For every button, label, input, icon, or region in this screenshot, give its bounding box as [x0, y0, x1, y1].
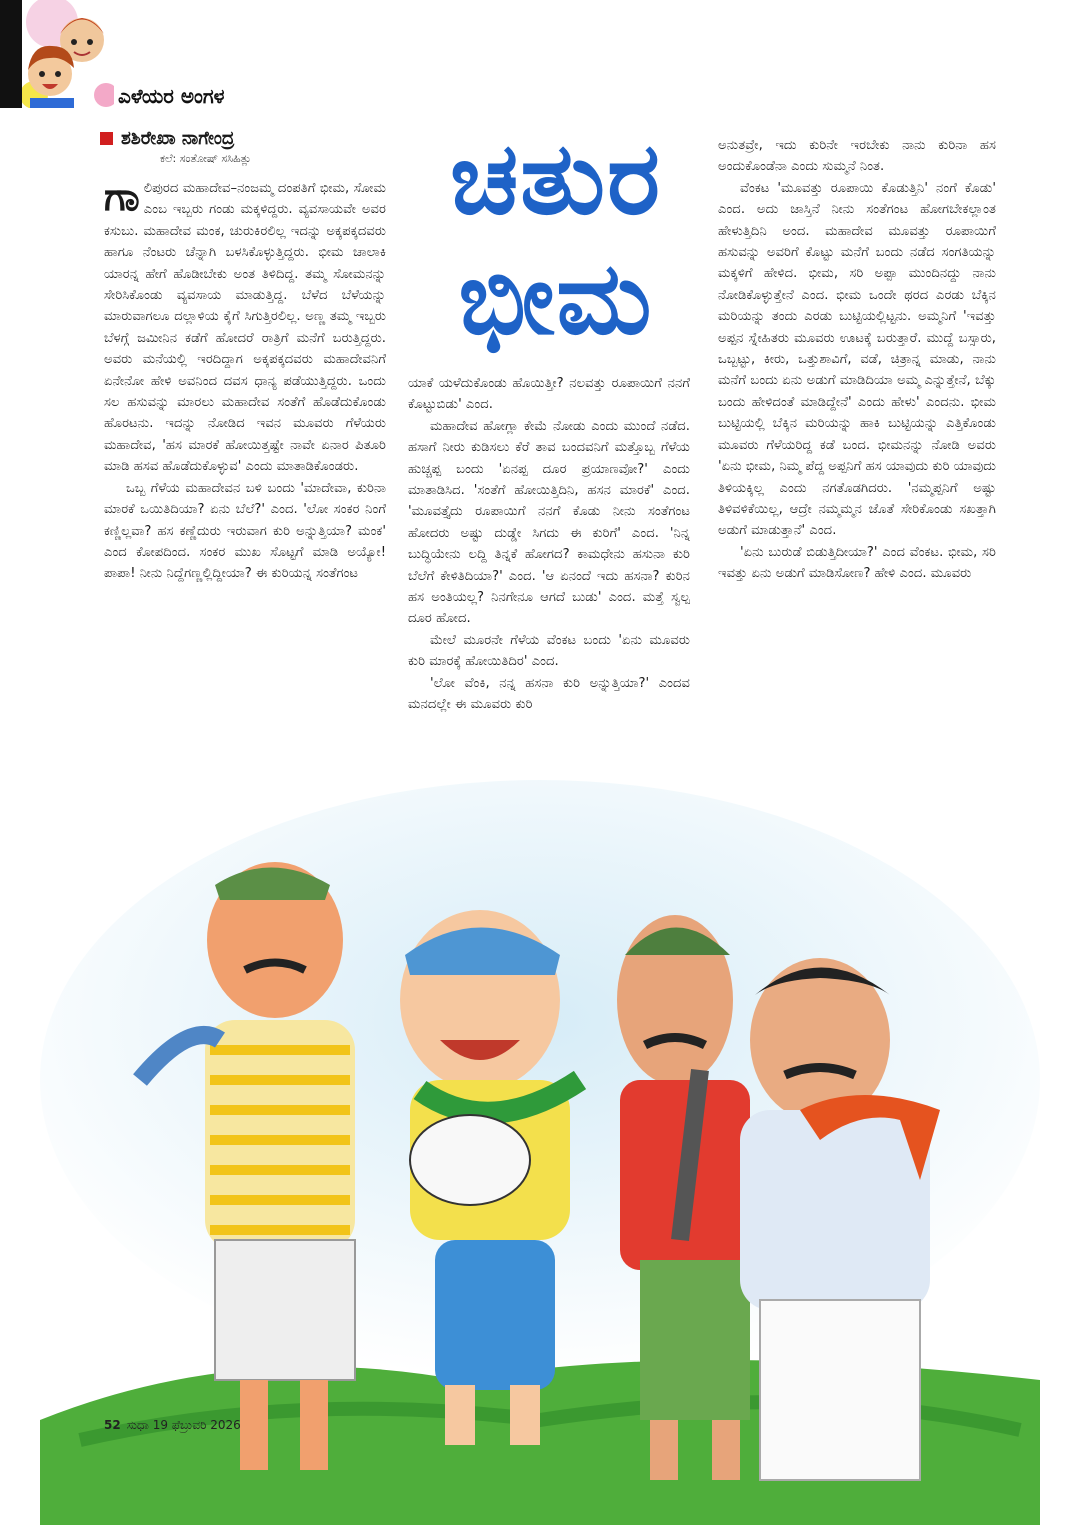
headline-line-1: ಚತುರ	[450, 119, 662, 237]
paragraph: ಯಾಕೆ ಯಳೆದುಕೊಂಡು ಹೊಯಿತ್ತೀ? ನಲವತ್ತು ರೂಪಾಯಿಗೆ ನನಗೆ ಕೊಟ್ಟುಬಿಡು' ಎಂದ.	[408, 376, 690, 413]
page-number: 52	[104, 1418, 121, 1432]
story-illustration	[40, 780, 1040, 1525]
paragraph: 'ಏನು ಬುರುಡೆ ಬಿಡುತ್ತಿದೀಯಾ?' ಎಂದ ವೆಂಕಟ. ಭೀಮ, ಸರಿ ಇವತ್ತು ಏನು ಅಡುಗೆ ಮಾಡಿಸೋಣ? ಹೇಳಿ ಎಂದ. ಮೂವರು	[718, 544, 996, 582]
story-headline	[396, 118, 716, 358]
paragraph: ಅನುತವ್ರೇ, ಇದು ಕುರಿನೇ ಇರಬೇಕು ನಾನು ಕುರಿನಾ ಹಸ ಅಂದುಕೊಂಡೆನಾ ಎಂದು ಸುಮ್ಮನೆ ನಿಂತ.	[718, 138, 996, 175]
page-footer	[104, 1418, 241, 1433]
paragraph: ಮಹಾದೇವ ಹೋಗ್ಲಾ ಕೇಮೆ ನೋಡು ಎಂದು ಮುಂದೆ ನಡೆದ. ಹಸಾಗೆ ನೀರು ಕುಡಿಸಲು ಕೆರೆ ತಾವ ಬಂದವನಿಗೆ ಮತ್ತೊಬ್ಬ ಗೆಳೆಯ ಹುಚ್ಚಪ್ಪ ಬಂದು 'ಏನಪ್ಪ ದೂರ ಪ್ರಯಾಣವೋ?' ಎಂದು ಮಾತಾಡಿಸಿದ. 'ಸಂತೆಗೆ ಹೋಯಿತ್ತಿದಿನಿ, ಹಸನ ಮಾರಕೆ' ಎಂದ. 'ಮೂವತ್ತೈದು ರೂಪಾಯಿಗೆ ನನಗೆ ಕೊಡು ನೀನು ಸಂತೆಗಂಟ ಹೋದರು ಅಷ್ಟು ದುಡ್ಡೇ ಸಿಗದು ಈ ಕುರಿಗೆ' ಎಂದ. 'ನಿನ್ನ ಬುದ್ಧಿಯೇನು ಲದ್ದಿ ತಿನ್ನಕೆ ಹೋಗದ? ಕಾಮಧೇನು ಹಸುನಾ ಕುರಿ ಬೆಲೆಗೆ ಕೇಳಿತಿದಿಯಾ?' ಎಂದ. 'ಆ ಏನಂದೆ ಇದು ಹಸನಾ? ಕುರಿನ ಹಸ ಅಂತಿಯಲ್ಲ? ನಿನಗೇನೂ ಆಗದೆ ಬುಡು' ಎಂದ. ಮತ್ತೆ ಸ್ವಲ್ಪ ದೂರ ಹೋದ.	[408, 418, 690, 627]
section-logo	[22, 0, 114, 108]
headline-line-2: ಭೀಮ	[458, 239, 654, 357]
story-column-3	[718, 135, 996, 843]
illustration-credit: ಕಲೆ: ಸಂತೋಷ್ ಸಸಿಹಿತ್ಲು	[160, 152, 252, 165]
corner-bar	[0, 0, 22, 108]
story-column-2	[408, 373, 690, 843]
drop-cap: ಗಾ	[104, 178, 140, 220]
paragraph: 'ಲೋ ವೆಂಕಿ, ನನ್ನ ಹಸನಾ ಕುರಿ ಅನ್ನುತ್ತಿಯಾ?' ಎಂದವ ಮನದಲ್ಲೇ ಈ ಮೂವರು ಕುರಿ	[408, 675, 690, 713]
story-column-1	[104, 178, 386, 868]
publication-date: ಸುಧಾ 19 ಫೆಬ್ರುವರಿ 2026	[126, 1418, 241, 1432]
author-name: ಶಶಿರೇಖಾ ನಾಗೇಂದ್ರ	[121, 128, 235, 149]
paragraph: ಒಬ್ಬ ಗೆಳೆಯ ಮಹಾದೇವನ ಬಳಿ ಬಂದು 'ಮಾದೇವಾ, ಕುರಿನಾ ಮಾರಕೆ ಒಯಿತಿದಿಯಾ? ಏನು ಬೆಲೆ?' ಎಂದ. 'ಲೋ ಸಂಕರ ನಿಂಗೆ ಕಣ್ಣಿಲ್ಲವಾ? ಹಸ ಕಣ್ಣೆದುರು ಇರುವಾಗ ಕುರಿ ಅನ್ನುತ್ತಿಯಾ? ಮಂಕ' ಎಂದ ಕೋಪದಿಂದ. ಸಂಕರ ಮುಖ ಸೊಟ್ಟಗೆ ಮಾಡಿ ಅಯ್ಯೋ! ಪಾಪಾ! ನೀನು ನಿದ್ದೆಗಣ್ಣಲ್ಲಿದ್ದೀಯಾ? ಈ ಕುರಿಯನ್ನ ಸಂತೆಗಂಟ	[104, 480, 386, 582]
author-byline	[100, 128, 234, 149]
paragraph: ಗಾಲಿಪುರದ ಮಹಾದೇವ–ನಂಜಮ್ಮ ದಂಪತಿಗೆ ಭೀಮ, ಸೋಮ ಎಂಬ ಇಬ್ಬರು ಗಂಡು ಮಕ್ಕಳಿದ್ದರು. ವ್ಯವಸಾಯವೇ ಅವರ ಕಸುಬು. ಮಹಾದೇವ ಮಂಕ, ಚುರುಕಿರಲಿಲ್ಲ ಇದನ್ನು ಅಕ್ಕಪಕ್ಕದವರು ಹಾಗೂ ನೆಂಟರು ಚೆನ್ನಾಗಿ ಬಳಸಿಕೊಳ್ಳುತ್ತಿದ್ದರು. ಭೀಮ ಚಾಲಾಕಿ ಯಾರನ್ನ ಹೇಗೆ ಹೊಡೀಬೇಕು ಅಂತ ತಿಳಿದಿದ್ದ. ತಮ್ಮ ಸೋಮನನ್ನು ಸೇರಿಸಿಕೊಂಡು ವ್ಯವಸಾಯ ಮಾಡುತ್ತಿದ್ದ. ಬೆಳೆದ ಬೆಳೆಯನ್ನು ಮಾರುವಾಗಲೂ ದಲ್ಲಾಳಿಯ ಕೈಗೆ ಸಿಗುತ್ತಿರಲಿಲ್ಲ. ಅಣ್ಣ ತಮ್ಮ ಇಬ್ಬರು ಬೆಳಗ್ಗೆ ಜಮೀನಿನ ಕಡೆಗೆ ಹೋದರೆ ರಾತ್ರಿಗೆ ಮನೆಗೆ ಬರುತ್ತಿದ್ದರು. ಅವರು ಮನೆಯಲ್ಲಿ ಇರದಿದ್ದಾಗ ಅಕ್ಕಪಕ್ಕದವರು ಮಹಾದೇವನಿಗೆ ಏನೇನೋ ಹೇಳಿ ಅವನಿಂದ ದವಸ ಧಾನ್ಯ ಪಡೆಯುತ್ತಿದ್ದರು. ಒಂದು ಸಲ ಹಸುವನ್ನು ಮಾರಲು ಮಹಾದೇವ ಸಂತೆಗೆ ಹೊಡೆದುಕೊಂಡು ಹೊರಟನು. ಇದನ್ನು ನೋಡಿದ ಇವನ ಮೂವರು ಗೆಳೆಯರು ಮಹಾದೇವ, 'ಹಸ ಮಾರಕೆ ಹೋಯಿತ್ತಷ್ಟೇ ನಾವೇ ಏನಾರ ಪಿತೂರಿ ಮಾಡಿ ಹಸವ ಹೊಡೆದುಕೊಳ್ಳುವ' ಎಂದು ಮಾತಾಡಿಕೊಂಡರು.	[104, 178, 386, 475]
section-title: ಎಳೆಯರ ಅಂಗಳ	[118, 84, 225, 108]
paragraph: ಮೇಲೆ ಮೂರನೇ ಗೆಳೆಯ ವೆಂಕಟ ಬಂದು 'ಏನು ಮೂವರು ಕುರಿ ಮಾರಕ್ಕೆ ಹೋಯಿತಿದಿರ' ಎಂದ.	[408, 632, 690, 670]
red-square-marker	[100, 132, 113, 145]
paragraph: ವೆಂಕಟ 'ಮೂವತ್ತು ರೂಪಾಯಿ ಕೊಡುತ್ತಿನಿ' ನಂಗೆ ಕೊಡು' ಎಂದ. ಅದು ಜಾಸ್ತಿನೆ ನೀನು ಸಂತೆಗಂಟ ಹೋಗಬೇಕಲ್ಲಾಂತ ಹೇಳುತ್ತಿದಿನಿ ಅಂದ. ಮಹಾದೇವ ಮೂವತ್ತು ರೂಪಾಯಿಗೆ ಹಸುವನ್ನು ಅವರಿಗೆ ಕೊಟ್ಟು ಮನೆಗೆ ಬಂದು ನಡೆದ ಸಂಗತಿಯನ್ನು ಮಕ್ಕಳಿಗೆ ಹೇಳಿದ. ಭೀಮ, ಸರಿ ಅಪ್ಪಾ ಮುಂದಿನದ್ದು ನಾನು ನೋಡಿಕೊಳ್ಳುತ್ತೇನೆ ಎಂದ. ಭೀಮ ಒಂದೇ ಥರದ ಎರಡು ಬೆಕ್ಕಿನ ಮರಿಯನ್ನು ತಂದು ಎರಡು ಬುಟ್ಟಿಯಲ್ಲಿಟ್ಟನು. ಅಮ್ಮನಿಗೆ 'ಇವತ್ತು ಅಪ್ಪನ ಸ್ನೇಹಿತರು ಮೂವರು ಊಟಕ್ಕೆ ಬರುತ್ತಾರೆ. ಮುದ್ದೆ ಬಸ್ಸಾರು, ಒಬ್ಬಟ್ಟು, ಕೀರು, ಒತ್ತುಶಾವಿಗೆ, ವಡೆ, ಚಿತ್ರಾನ್ನ ಮಾಡು, ನಾನು ಮನೆಗೆ ಬಂದು ಏನು ಅಡುಗೆ ಮಾಡಿದಿಯಾ ಅಮ್ಮ ಎನ್ನುತ್ತೇನೆ, ಬೆಕ್ಕು ಬಂದು ಹೇಳಿದಂತೆ ಮಾಡಿದ್ದೇನೆ' ಎಂದು ಹೇಳು' ಎಂದನು. ಭೀಮ ಬುಟ್ಟಿಯಲ್ಲಿ ಬೆಕ್ಕಿನ ಮರಿಯನ್ನು ಹಾಕಿ ಬುಟ್ಟಿಯನ್ನು ಎತ್ತಿಕೊಂಡು ಮೂವರು ಗೆಳೆಯರಿದ್ದ ಕಡೆ ಬಂದ. ಭೀಮನನ್ನು ನೋಡಿ ಅವರು 'ಏನು ಭೀಮ, ನಿಮ್ಮ ಪೆದ್ದ ಅಪ್ಪನಿಗೆ ಹಸ ಯಾವುದು ಕುರಿ ಯಾವುದು ತಿಳಿಯಕ್ಕಿಲ್ಲ ಎಂದು ನಗತೊಡಗಿದರು. 'ನಮ್ಮಪ್ಪನಿಗೆ ಅಷ್ಟು ತಿಳಿವಳಿಕೆಯಿಲ್ಲ, ಆದ್ರೇ ನಮ್ಮಮ್ಮನ ಜೊತೆ ಸೇರಿಕೊಂಡು ಸಖತ್ತಾಗಿ ಅಡುಗೆ ಮಾಡುತ್ತಾನೆ' ಎಂದ.	[718, 180, 996, 539]
